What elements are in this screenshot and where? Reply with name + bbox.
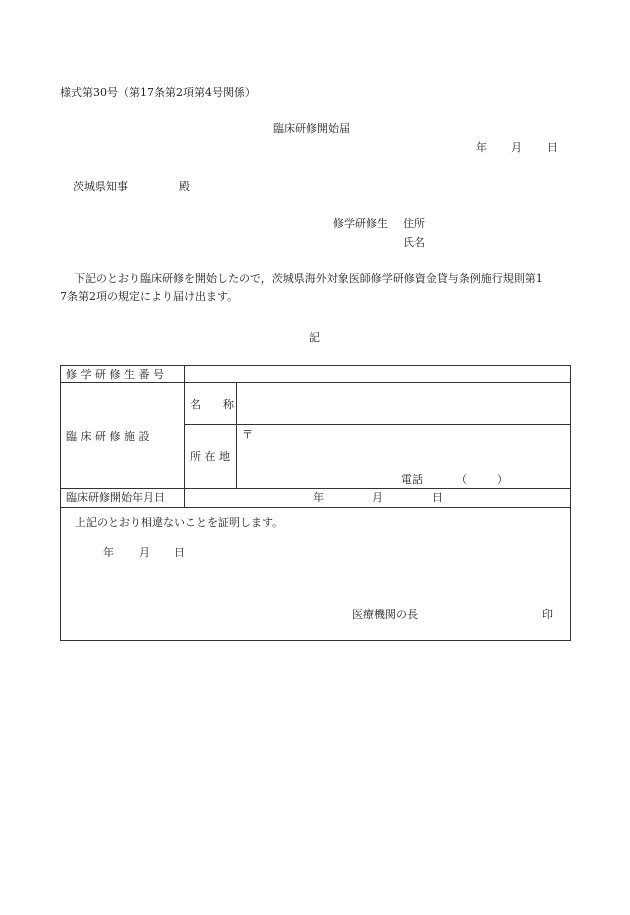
start-date-label: 臨床研修開始年月日	[66, 491, 165, 504]
date-year: 年	[476, 141, 487, 154]
column-divider	[184, 365, 185, 507]
ki-heading: 記	[309, 331, 320, 344]
cert-month: 月	[139, 546, 150, 559]
facility-label: 臨 床 研 修 施 設	[66, 430, 150, 443]
addressee-honorific: 殿	[179, 180, 190, 193]
start-day: 日	[432, 491, 443, 504]
start-month: 月	[372, 491, 383, 504]
postal-mark: 〒	[242, 428, 253, 441]
cert-day: 日	[174, 546, 185, 559]
row-divider	[184, 424, 571, 425]
row-divider	[60, 382, 571, 383]
facility-name-label: 名 称	[190, 398, 234, 411]
applicant-address-label: 住所	[403, 217, 425, 230]
date-day: 日	[547, 141, 558, 154]
certification-text: 上記のとおり相違ないことを証明します。	[75, 516, 284, 529]
phone-open-paren: （	[456, 473, 467, 486]
page-title: 臨床研修開始届	[273, 122, 350, 135]
body-line-2: 7条第2項の規定により届け出ます。	[60, 290, 239, 303]
cert-year: 年	[103, 546, 114, 559]
body-line-1: 下記のとおり臨床研修を開始したので，茨城県海外対象医師修学研修資金貸与条例施行規則第1	[74, 272, 543, 285]
phone-close-paren: ）	[497, 473, 508, 486]
form-number: 様式第30号（第17条第2項第4号関係）	[60, 86, 256, 99]
row-divider	[60, 507, 571, 508]
row-divider	[60, 488, 571, 489]
head-of-institution-label: 医療機関の長	[352, 608, 418, 621]
applicant-name-label: 氏名	[403, 236, 425, 249]
seal-mark: 印	[542, 608, 553, 621]
student-number-label: 修 学 研 修 生 番 号	[66, 368, 164, 381]
body-paragraph	[60, 270, 575, 306]
date-month: 月	[511, 141, 522, 154]
addressee-name: 茨城県知事	[73, 180, 128, 193]
phone-label: 電話	[401, 473, 423, 486]
start-year: 年	[313, 491, 324, 504]
facility-location-label: 所 在 地	[190, 450, 230, 463]
column-divider	[236, 382, 237, 488]
applicant-role: 修学研修生	[333, 217, 388, 230]
